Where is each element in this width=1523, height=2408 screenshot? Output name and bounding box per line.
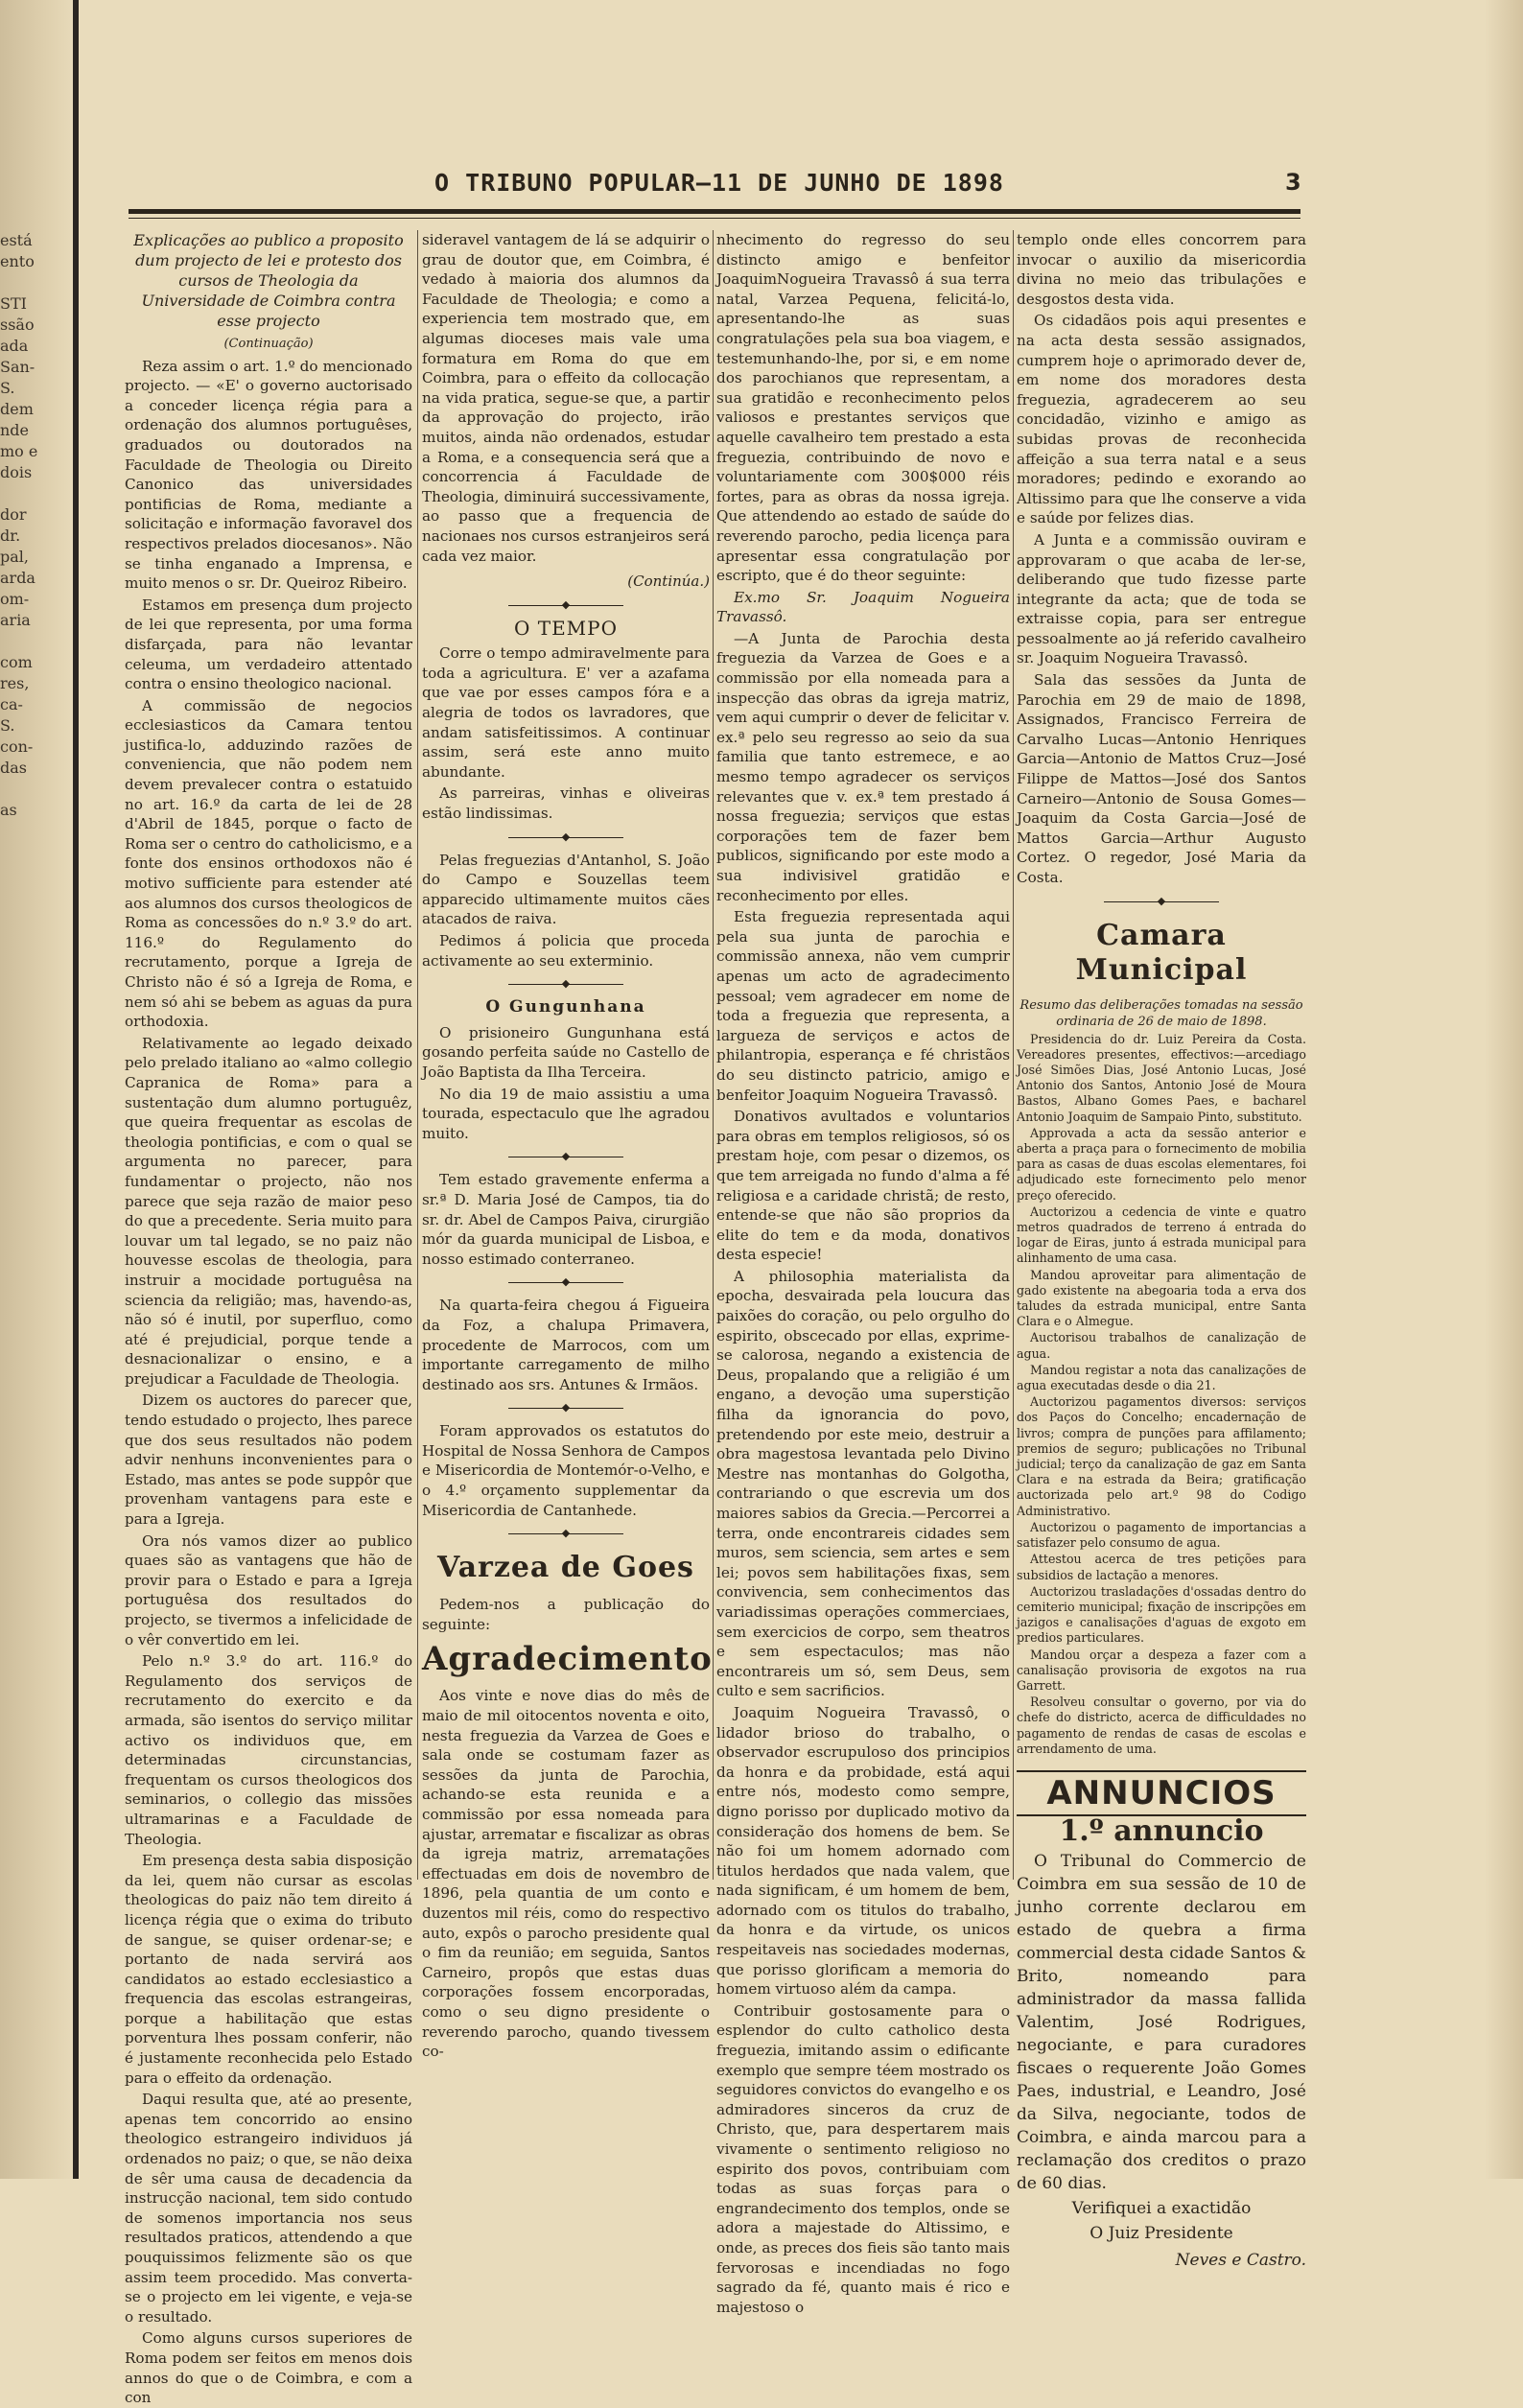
list-item: Resolveu consultar o governo, por via do chefe do districto, acerca de difficuldades no pagamento de rendas de casas de escolas e arrendamento de uma.	[1017, 1695, 1306, 1756]
previous-page-fragment: STI	[0, 294, 27, 313]
previous-page-fragment: dr.	[0, 526, 21, 545]
column-divider	[713, 230, 714, 1880]
previous-page-fragment	[0, 779, 67, 800]
separator-ornament	[422, 976, 710, 992]
paragraph: As parreiras, vinhas e oliveiras estão lindissimas.	[422, 784, 710, 823]
list-item: Attestou acerca de tres petições para subsidios de lactação a menores.	[1017, 1552, 1306, 1582]
previous-page-fragment: dem	[0, 400, 34, 418]
previous-page-fragment: arda	[0, 569, 35, 587]
page-edge	[1485, 0, 1523, 2179]
previous-page-fragment: ento	[0, 252, 35, 270]
paragraph: Os cidadãos pois aqui presentes e na acta desta sessão assignados, cumprem hoje o aprimorado dever de, em nome dos moradores desta freguezia, agradecerem ao seu concidadão, vizinho e amigo as subidas provas de reconhecida affeição a sua terra natal e a seus moradores; pedindo e exorando ao Altissimo para que lhe conserve a vida e saúde por felizes dias.	[1017, 312, 1306, 527]
list-item: Auctorizou pagamentos diversos: serviços dos Paços do Concelho; encadernação de livros; compra de punções para affilamento; premios de seguro; publicações no Tribunal judicial; terço da canalização de gaz em Santa Clara e na estrada da Beira; gratificação auctorizada pelo art.º 98 do Codigo Administrativo.	[1017, 1394, 1306, 1518]
section-subheading-agradecimento: Agradecimento	[422, 1640, 713, 1679]
section-heading-camara: Camara Municipal	[1075, 918, 1248, 987]
paragraph: Tem estado gravemente enferma a sr.ª D. Maria José de Campos, tia do sr. dr. Abel de Campos Paiva, cirurgião mór da guarda municipal de Lisboa, e nosso estimado conterraneo.	[422, 1171, 710, 1268]
list-item: Mandou registar a nota das canalizações de agua executadas desde o dia 21.	[1017, 1362, 1306, 1393]
announcement-number: 1.º annuncio	[1059, 1813, 1264, 1848]
list-item: Mandou aproveitar para alimentação de gado existente na abegoaria toda a erva dos taludes da estrada municipal, entre Santa Clara e o Almegue.	[1017, 1267, 1306, 1329]
article-title: Explicações ao publico a proposito dum projecto de lei e protesto dos cursos de Theologia da Universidade de Coimbra contra esse projecto	[133, 231, 404, 330]
paragraph: Pelas freguezias d'Antanhol, S. João do Campo e Souzellas teem apparecido ultimamente muitos cães atacados de raiva.	[422, 851, 710, 928]
paragraph: templo onde elles concorrem para invocar o auxilio da misericordia divina no meio das tribulações e desgostos desta vida.	[1017, 231, 1306, 308]
previous-page-fragment: das	[0, 759, 27, 777]
paragraph: Aos vinte e nove dias do mês de maio de mil oitocentos noventa e oito, nesta freguezia da Varzea de Goes e sala onde se costumam fazer as sessões da junta de Parochia, achando-se esta reunida e a commissão por essa nomeada para ajustar, arrematar e fiscalizar as obras da igreja matriz, arrematações effectuadas em dois de novembro de 1896, pela quantia de um conto e duzentos mil réis, como do respectivo auto, expôs o parocho presidente qual o fim da reunião; em seguida, Santos Carneiro, propôs que estas duas corporações fossem encorporadas, como o seu digno presidente o reverendo parocho, quando tivessem co-	[422, 1687, 710, 2061]
column-1	[125, 230, 412, 2407]
paragraph: A philosophia materialista da epocha, desvairada pela loucura das paixões do coração, ou pelo orgulho do espirito, obscecado por ellas, exprime-se calorosa, negando a existencia de Deus, propalando que a religião é um engano, a devoção uma superstição filha da ignorancia do povo, pretendendo por este meio, destruir a obra magestosa levantada pelo Divino Mestre nas montanhas do Golgotha, contrariando o que escrevia um dos maiores sabios da Grecia.—Percorrei a terra, onde encontrareis cidades sem muros, sem sciencia, sem artes e sem lei; povos sem habilitações fixas, sem convivencia, sem conhecimentos das variadissimas operações commerciaes, sem exercicios de corpo, sem theatros e sem espectaculos; mas não encontrareis um só, sem Deus, sem culto e sem sacrificios.	[716, 1267, 1010, 1700]
column-4	[1017, 230, 1306, 2270]
paragraph: sideravel vantagem de lá se adquirir o grau de doutor que, em Coimbra, é vedado à maioria dos alumnos da Faculdade de Theologia; e como a experiencia tem mostrado que, em algumas dioceses mais vale uma formatura em Roma do que em Coimbra, para o effeito da collocação na vida pratica, segue-se que, a partir da approvação do projecto, irão muitos, ainda não ordenados, estudar a Roma, e a consequencia será que a concorrencia á Faculdade de Theologia, diminuirá successivamente, ao passo que a frequencia de nacionaes nos cursos estranjeiros será cada vez maior.	[422, 231, 710, 565]
paragraph: Reza assim o art. 1.º do mencionado projecto. — «E' o governo auctorisado a conceder licença régia para a ordenação dos alumnos portuguêses, graduados ou doutorados na Faculdade de Theologia ou Direito Canonico das universidades pontificias de Roma, mediante a solicitação e informação favoravel dos respectivos prelados diocesanos». Não se tinha enganado a Imprensa, e muito menos o sr. Dr. Queiroz Ribeiro.	[125, 357, 412, 593]
paragraph: —A Junta de Parochia desta freguezia da Varzea de Goes e a commissão por ella nomeada para a inspecção das obras da igreja matriz, vem aqui cumprir o dever de felicitar v. ex.ª pelo seu regresso ao seio da sua familia que tanto estremece, e ao mesmo tempo agradecer os serviços relevantes que v. ex.ª tem prestado á nossa freguezia; serviços que estas corporações tem de fazer bem publicos, significando por este modo a sua indivisivel gratidão e reconhecimento por elles.	[716, 629, 1010, 904]
separator-ornament	[422, 830, 710, 845]
previous-page-fragment: om-	[0, 590, 30, 608]
list-item: Auctorizou trasladações d'ossadas dentro do cemiterio municipal; fixação de inscripções em jazigos e canalisações d'aguas de exgoto em predios particulares.	[1017, 1583, 1306, 1646]
previous-page-fragment: res,	[0, 674, 30, 692]
section-subtitle: Resumo das deliberações tomadas na sessão ordinaria de 26 de maio de 1898.	[1019, 997, 1303, 1029]
verification-line: Verifiquei a exactidão	[1071, 2198, 1252, 2218]
paragraph: Em presença desta sabia disposição da lei, quem não cursar as escolas theologicas do paiz não tem direito á licença régia que o exima do tributo de sangue, se quiser ordenar-se; e portanto de nada servirá aos candidatos ao estado ecclesiastico a frequencia das escolas estrangeiras, porque a habilitação que estas porventura lhes possam conferir, não é justamente reconhecida pelo Estado para o effeito da ordenação.	[125, 1852, 412, 2087]
to-be-continued: (Continúa.)	[627, 573, 710, 591]
previous-page-fragment: ca-	[0, 695, 23, 713]
previous-page-text	[0, 230, 67, 821]
paragraph: Pedimos á policia que proceda activamente ao seu exterminio.	[422, 932, 710, 970]
column-3	[716, 230, 1010, 2316]
list-item: Auctorizou o pagamento de importancias a satisfazer pelo consumo de agua.	[1017, 1519, 1306, 1551]
paragraph: Sala das sessões da Junta de Parochia em 29 de maio de 1898, Assignados, Francisco Ferreira de Carvalho Lucas—Antonio Henriques Garcia—Antonio de Mattos Cruz—José Filippe de Mattos—José dos Santos Carneiro—Antonio de Sousa Gomes—Joaquim da Costa Garcia—José de Mattos Garcia—Arthur Augusto Cortez. O regedor, José Maria da Costa.	[1017, 671, 1306, 886]
paragraph: O prisioneiro Gungunhana está gosando perfeita saúde no Castello de João Baptista da Ilha Terceira.	[422, 1023, 710, 1081]
article-body	[125, 357, 412, 2408]
paragraph: Esta freguezia representada aqui pela sua junta de parochia e commissão annexa, não vem cumprir apenas um acto de agradecimento pessoal; vem agradecer em nome de toda a freguezia que representa, a largueza de serviços e actos de philantropia, esperança e fé christãos do seu distincto patricio, amigo e benfeitor Joaquim Nogueira Travassô.	[716, 908, 1010, 1104]
separator-ornament	[422, 1149, 710, 1164]
paragraph: Pelo n.º 3.º do art. 116.º do Regulamento dos serviços de recrutamento do exercito e da armada, são isentos do serviço militar activo os individuos que, em determinadas circunstancias, frequentam os cursos theologicos dos seminarios, o collegio das missões ultramarinas e a Faculdade de Theologia.	[125, 1652, 412, 1848]
paragraph: O Tribunal do Commercio de Coimbra em sua sessão de 10 de junho corrente declarou em estado de quebra a firma commercial desta cidade Santos & Brito, nomeando para administrador da massa fallida Valentim, José Rodrigues, negociante, e para curadores fiscaes o requerente João Gomes Paes, industrial, e Leandro, José da Silva, negociante, todos de Coimbra, e ainda marcou para a reclamação dos creditos o prazo de 60 dias.	[1017, 1851, 1306, 2193]
column-2	[422, 230, 713, 2061]
paragraph: Relativamente ao legado deixado pelo prelado italiano ao «almo collegio Capranica de Roma» para a sustentação dum alumno portuguêz, que queira frequentar as escolas de theologia pontificias, e com o qual se argumenta no parecer, para fundamentar o projecto, não nos parece que seja razão de maior peso do que a precedente. Seria muito para louvar um tal legado, se no paiz não houvesse escolas de theologia, para instruir a mocidade portuguêsa na sciencia da religião; mas, havendo-as, não só é inutil, por superfluo, como até é prejudicial, porque tende a desnacionalizar o ensino, e a prejudicar a Faculdade de Theologia.	[125, 1034, 412, 1388]
paragraph: Contribuir gostosamente para o esplendor do culto catholico desta freguezia, imitando assim o edificante exemplo que sempre téem mostrado os seguidores convictos do evangelho e os admiradores sinceros da cruz de Christo, que, para despertarem mais vivamente o sentimento religioso no espirito dos povos, contribuiam com todas as suas forças para o engrandecimento dos templos, onde se adora a majestade do Altissimo, e onde, as preces dos fieis são tanto mais fervorosas e incendiadas no fogo sagrado da fé, quanto mais é rico e majestoso o	[716, 2001, 1010, 2316]
paragraph: Corre o tempo admiravelmente para toda a agricultura. E' ver a azafama que vae por esses campos fóra e a alegria de todos os lavradores, que andam satisfeitissimos. A continuar assim, será este anno muito abundante.	[422, 644, 710, 781]
paragraph: Pedem-nos a publicação do seguinte:	[422, 1596, 710, 1633]
judge-signature: Neves e Castro.	[1175, 2250, 1306, 2270]
book-gutter	[73, 0, 79, 2179]
previous-page-fragment: con-	[0, 737, 34, 756]
announcement-body	[1017, 1850, 1306, 2272]
list-item: Approvada a acta da sessão anterior e aberta a praça para o fornecimento de mobilia para as casas de duas escolas elementares, foi adjudicado este fornecimento pelo menor preço oferecido.	[1017, 1125, 1306, 1203]
paragraph: Joaquim Nogueira Travassô, o lidador brioso do trabalho, o observador escrupuloso dos principios da honra e da probidade, está aqui entre nós, modesto como sempre, digno porisso por duplicado motivo da consideração dos homens de bem. Se não foi um homem adornado com titulos herdados que nada valem, que nada significam, é um homem de bem, adornado com os titulos do trabalho, da honra e da virtude, os unicos respeitaveis nas sociedades modernas, que porisso glorificam a memoria do homem virtuoso além da campa.	[716, 1703, 1010, 1999]
paragraph: Na quarta-feira chegou á Figueira da Foz, a chalupa Primavera, procedente de Marrocos, com um importante carregamento de milho destinado aos srs. Antunes & Irmãos.	[422, 1297, 710, 1393]
continuation-note: (Continuação)	[223, 337, 314, 351]
previous-page-fragment: ssão	[0, 316, 35, 334]
separator-ornament	[422, 1274, 710, 1290]
previous-page-fragment: S.	[0, 716, 15, 735]
previous-page-fragment	[0, 483, 67, 504]
paragraph: No dia 19 de maio assistiu a uma tourada, espectaculo que lhe agradou muito.	[422, 1085, 710, 1142]
paragraph: Como alguns cursos superiores de Roma podem ser feitos em menos dois annos do que o de Coimbra, e com a con	[125, 2329, 412, 2407]
page-number: 3	[1285, 169, 1301, 196]
header-rule	[129, 209, 1300, 214]
previous-page-fragment: pal,	[0, 548, 29, 566]
previous-page-fragment: mo e	[0, 442, 38, 460]
paragraph: A Junta e a commissão ouviram e approvaram o que acaba de ler-se, deliberando que tudo fizesse parte integrante da acta; que de toda se extraisse copia, para ser entregue pessoalmente ao já referido cavalheiro sr. Joaquim Nogueira Travassô.	[1017, 530, 1306, 667]
judge-title: O Juiz Presidente	[1090, 2223, 1233, 2243]
running-header: O TRIBUNO POPULAR—11 DE JUNHO DE 1898	[434, 169, 1004, 197]
separator-ornament	[422, 1400, 710, 1415]
previous-page-fragment: S.	[0, 379, 15, 397]
section-heading-tempo: O TEMPO	[513, 616, 619, 640]
column-divider	[1013, 230, 1014, 1880]
previous-page-fragment: com	[0, 653, 33, 671]
previous-page-fragment	[0, 272, 67, 293]
header-rule-thin	[129, 218, 1300, 219]
deliberations-list	[1017, 1032, 1306, 1757]
section-heading-annuncios: ANNUNCIOS	[1017, 1770, 1306, 1816]
list-item: Presidencia do dr. Luiz Pereira da Costa. Vereadores presentes, effectivos:—arcediago José Simões Dias, José Antonio Lucas, José Antonio dos Santos, Antonio José de Moura Bastos, Albano Gomes Paes, e bacharel Antonio Joaquim de Sampaio Pinto, substituto.	[1017, 1031, 1306, 1124]
previous-page-fragment: as	[0, 801, 17, 819]
section-heading-varzea: Varzea de Goes	[437, 1551, 694, 1585]
paragraph: A commissão de negocios ecclesiasticos da Camara tentou justifica-lo, adduzindo razões de conveniencia, que não podem nem devem prevalecer contra o estatuido no art. 16.º da carta de lei de 28 d'Abril de 1845, porque o facto de Roma ser o centro do catholicismo, e a fonte dos ensinos orthodoxos não é motivo sufficiente para estender até aos alumnos dos cursos theologicos de Roma as concessões do n.º 3.º do art. 116.º do Regulamento do recrutamento, porque a Igreja de Christo não é só a Igreja de Roma, e nem só ahi se bebem as aguas da pura orthodoxia.	[125, 696, 412, 1031]
separator-ornament	[1017, 894, 1306, 909]
paragraph: Estamos em presença dum projecto de lei que representa, por uma forma disfarçada, para não levantar celeuma, um verdadeiro attentado contra o ensino theologico nacional.	[125, 596, 412, 693]
previous-page-fragment: San-	[0, 358, 35, 376]
paragraph: Ora nós vamos dizer ao publico quaes são as vantagens que hão de provir para o Estado e para a Igreja portuguêsa dos resultados do projecto, se tivermos a infelicidade de o vêr convertido em lei.	[125, 1531, 412, 1648]
paragraph: Dizem os auctores do parecer que, tendo estudado o projecto, lhes parece que dos seus resultados não podem advir nenhuns inconvenientes para o Estado, mas antes se pode suppôr que provenham vantagens para este e para a Igreja.	[125, 1391, 412, 1529]
paragraph: nhecimento do regresso do seu distincto amigo e benfeitor JoaquimNogueira Travassô á sua terra natal, Varzea Pequena, felicitá-lo, apresentando-lhe as suas congratulações pela sua boa viagem, e testemunhando-lhe, por si, e em nome dos parochianos que representam, a sua gratidão e reconhecimento pelos valiosos e prestantes serviços que aquelle cavalheiro tem prestado a esta freguezia, contribuindo de novo e voluntariamente com 300$000 réis fortes, para as obras da nossa igreja. Que attendendo ao estado de saúde do reverendo parocho, pedia licença para apresentar essa congratulação por escripto, que é do theor seguinte:	[716, 231, 1010, 585]
previous-page-fragment: dor	[0, 505, 27, 524]
paragraph: Foram approvados os estatutos do Hospital de Nossa Senhora de Campos e Misericordia de Montemór-o-Velho, e o 4.º orçamento supplementar da Misericordia de Cantanhede.	[422, 1422, 710, 1519]
previous-page-fragment: aria	[0, 611, 31, 629]
list-item: Auctorisou trabalhos de canalização de agua.	[1017, 1330, 1306, 1361]
previous-page-fragment: dois	[0, 463, 33, 481]
salutation: Ex.mo Sr. Joaquim Nogueira Travassô.	[716, 588, 1010, 626]
list-item: Mandou orçar a despeza a fazer com a canalisação provisoria de exgotos na rua Garrett.	[1017, 1647, 1306, 1693]
previous-page-fragment: ada	[0, 337, 29, 355]
section-heading-gungunhana: O Gungunhana	[485, 997, 646, 1017]
separator-ornament	[422, 1526, 710, 1541]
separator-ornament	[422, 597, 710, 613]
paragraph: Daqui resulta que, até ao presente, apenas tem concorrido ao ensino theologico estrangeiro individuos já ordenados no paiz; o que, se não deixa de sêr uma causa de decadencia da instrucção nacional, tem sido contudo de somenos importancia nos seus resultados praticos, attendendo a que pouquissimos felizmente são os que assim teem procedido. Mas converta-se o projecto em lei vigente, e veja-se o resultado.	[125, 2091, 412, 2326]
column-divider	[417, 230, 418, 1880]
previous-page-fragment: está	[0, 231, 33, 249]
paragraph: Donativos avultados e voluntarios para obras em templos religiosos, só os prestam hoje, com pesar o dizemos, os que tem arreigada no fundo d'alma a fé religiosa e a caridade christã; de resto, entende-se que não são proprios da elite do tem e da moda, donativos desta especie!	[716, 1108, 1010, 1264]
previous-page-fragment	[0, 631, 67, 652]
previous-page-fragment: nde	[0, 421, 30, 439]
list-item: Auctorizou a cedencia de vinte e quatro metros quadrados de terreno á entrada do logar de Eiras, junto á estrada municipal para alinhamento de uma casa.	[1017, 1204, 1306, 1266]
